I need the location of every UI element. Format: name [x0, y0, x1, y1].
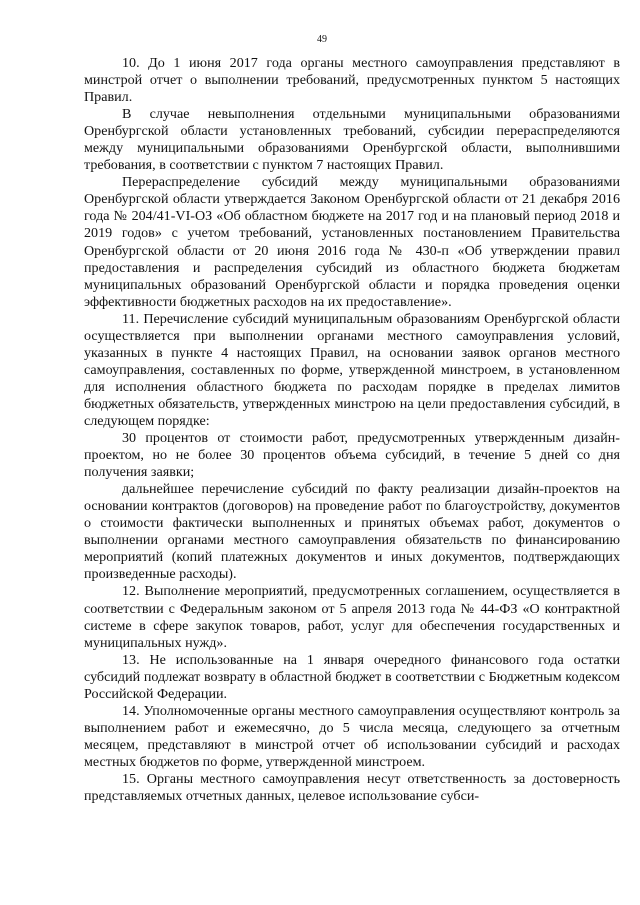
paragraph-13: 13. Не использованные на 1 января очередного финансового года остатки субсидий подлежат возврату в областной бюджет в соответствии с Бюджетным кодексом Российской Федерации. — [84, 651, 620, 702]
paragraph-11-first-tranche: 30 процентов от стоимости работ, предусмотренных утвержденным дизайн-проектом, но не более 30 процентов объема субсидий, в течение 5 дней со дня получения заявки; — [84, 430, 620, 481]
paragraph-11-further-transfers: дальнейшее перечисление субсидий по факту реализации дизайн-проектов на основании контрактов (договоров) на проведение работ по благоустройству, документов о стоимости фактически выполненных и принятых объемах работ, документов о выполнении органами местного самоуправления обязательств по финансированию мероприятий (копий платежных документов и иных документов, подтверждающих произведенные расходы). — [84, 481, 620, 583]
paragraph-15: 15. Органы местного самоуправления несут ответственность за достоверность представляемых отчетных данных, целевое использование субси- — [84, 770, 620, 805]
paragraph-10: 10. До 1 июня 2017 года органы местного самоуправления представляют в минстрой отчет о выполнении требований, предусмотренных пунктом 5 настоящих Правил. — [84, 55, 620, 106]
paragraph-redistribution-case: В случае невыполнения отдельными муниципальными образованиями Оренбургской области установленных требований, субсидии перераспределяются между муниципальными образованиями Оренбургской области, выполнившими требования, в соответствии с пунктом 7 настоящих Правил. — [84, 106, 620, 174]
paragraph-12: 12. Выполнение мероприятий, предусмотренных соглашением, осуществляется в соответствии с Федеральным законом от 5 апреля 2013 года № 44-ФЗ «О контрактной системе в сфере закупок товаров, работ, услуг для обеспечения государственных и муниципальных нужд». — [84, 583, 620, 651]
page-number: 49 — [317, 34, 327, 45]
paragraph-11: 11. Перечисление субсидий муниципальным образованиям Оренбургской области осуществляется при выполнении органами местного самоуправления условий, указанных в пункте 4 настоящих Правил, на основании заявок органов местного самоуправления, составленных по форме, утвержденной минстроем, в установленном для исполнения областного бюджета по расходам порядке в пределах лимитов бюджетных обязательств, утвержденных минстрою на цели предоставления субсидий, в следующем порядке: — [84, 310, 620, 429]
paragraph-14: 14. Уполномоченные органы местного самоуправления осуществляют контроль за выполнением работ и ежемесячно, до 5 числа месяца, следующего за отчетным месяцем, представляют в минстрой отчет об использовании субсидий и расходах местных бюджетов по форме, утвержденной минстроем. — [84, 702, 620, 770]
paragraph-redistribution-law: Перераспределение субсидий между муниципальными образованиями Оренбургской области утверждается Законом Оренбургской области от 21 декабря 2016 года № 204/41-VI-ОЗ «Об областном бюджете на 2017 год и на плановый период 2018 и 2019 годов» с учетом требований, установленных постановлением Правительства Оренбургской области от 20 июня 2016 года № 430-п «Об утверждении правил предоставления и распределения субсидий из областного бюджета бюджетам муниципальных образований Оренбургской области и порядка проведения оценки эффективности бюджетных расходов на их предоставление». — [84, 174, 620, 310]
